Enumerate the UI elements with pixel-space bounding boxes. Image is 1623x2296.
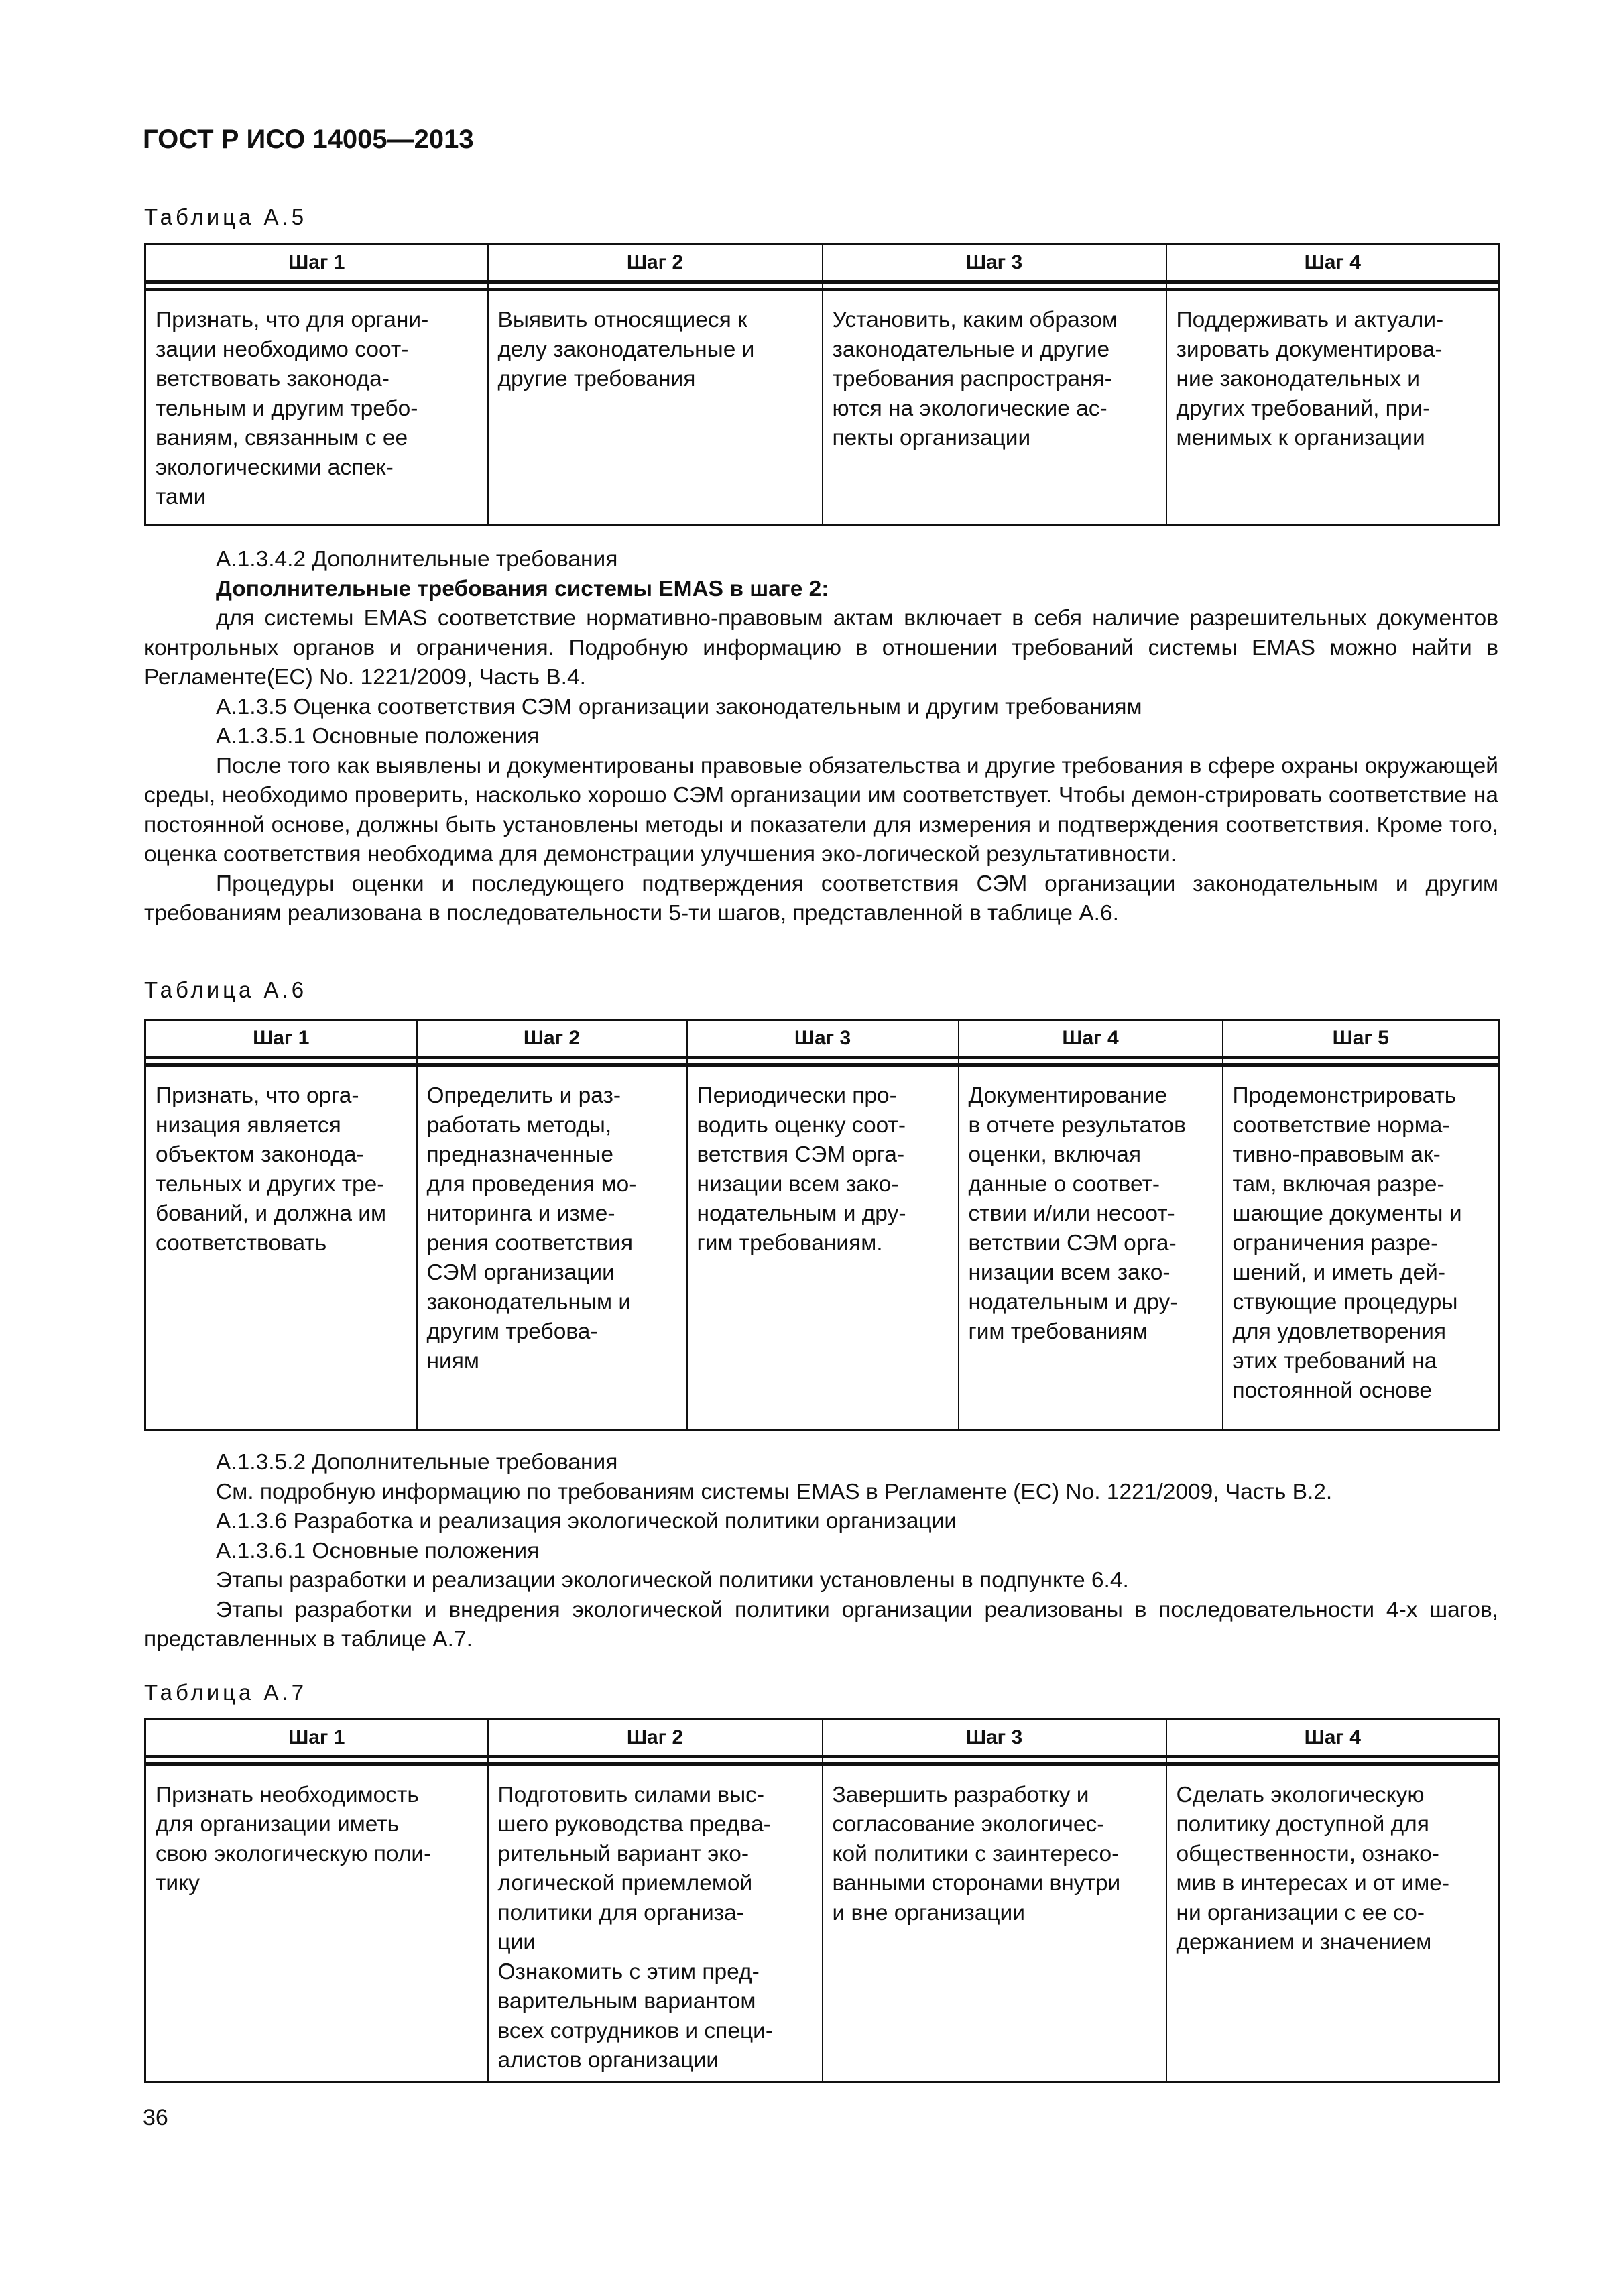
table-cell: Подготовить силами выс- шего руководства предва- рительный вариант эко- логической приемлемой политики для организа- ции Ознакомить с этим пред- варительным вариантом всех сотрудников и специ- алистов организации bbox=[488, 1764, 823, 2082]
paragraph: Этапы разработки и реализации экологической политики установлены в подпункте 6.4. bbox=[216, 1568, 1129, 1593]
paragraph: А.1.3.6.1 Основные положения bbox=[216, 1538, 540, 1563]
page-number: 36 bbox=[143, 2105, 168, 2130]
table-cell: Сделать экологическую политику доступной для общественности, ознако- мив в интересах и от име- ни организации с ее со- держанием и значением bbox=[1166, 1764, 1500, 2082]
table-header-cell: Шаг 5 bbox=[1223, 1020, 1500, 1058]
table-cell: Признать необходимость для организации иметь свою экологическую поли- тику bbox=[145, 1764, 488, 2082]
table-header-cell: Шаг 3 bbox=[687, 1020, 959, 1058]
table-a5-caption: Таблица А.5 bbox=[144, 204, 308, 229]
table-a6 bbox=[144, 1019, 1500, 1431]
paragraph: После того как выявлены и документированы правовые обязательства и другие требования в сфере охраны окружающей среды, необходимо проверить, насколько хорошо СЭМ организации им соответствует. Чтобы демон-стрировать соответствие на постоянной основе, должны быть установлены методы и показатели для измерения и подтверждения соответствия. Кроме того, оценка соответствия необходима для демонстрации улучшения эко-логической результативности. bbox=[144, 753, 1498, 867]
table-a6-caption: Таблица А.6 bbox=[144, 977, 308, 1002]
table-cell: Продемонстрировать соответствие норма- тивно-правовым ак- там, включая разре- шающие документы и ограничения разре- шений, и иметь дей- ствующие процедуры для удовлетворения этих требований на постоянной основе bbox=[1223, 1065, 1500, 1430]
table-cell: Признать, что орга- низация является объектом законода- тельных и других тре- бований, и должна им соответствовать bbox=[145, 1065, 417, 1430]
paragraph-bold: Дополнительные требования системы EMAS в шаге 2: bbox=[216, 577, 829, 601]
table-header-cell: Шаг 1 bbox=[145, 245, 488, 282]
paragraph: Этапы разработки и внедрения экологической политики организации реализованы в последовательности 4-х шагов, представленных в таблице А.7. bbox=[144, 1597, 1498, 1652]
table-header-cell: Шаг 2 bbox=[488, 1719, 823, 1757]
table-cell: Определить и раз- работать методы, предназначенные для проведения мо- ниторинга и изме- рения соответствия СЭМ организации законодательным и другим требова- ниям bbox=[417, 1065, 687, 1430]
paragraph: А.1.3.5 Оценка соответствия СЭМ организации законодательным и другим требованиям bbox=[216, 694, 1142, 719]
paragraph: А.1.3.5.2 Дополнительные требования bbox=[216, 1450, 618, 1475]
section-text-2 bbox=[144, 1448, 1498, 1654]
table-header-cell: Шаг 3 bbox=[823, 245, 1166, 282]
table-header-cell: Шаг 2 bbox=[488, 245, 823, 282]
paragraph: А.1.3.6 Разработка и реализация экологической политики организации bbox=[216, 1509, 957, 1534]
table-cell: Признать, что для органи- зации необходимо соот- ветствовать законода- тельным и другим требо- ваниям, связанным с ее экологическими аспек- тами bbox=[145, 290, 488, 526]
table-a7 bbox=[144, 1718, 1500, 2083]
table-header-cell: Шаг 4 bbox=[1166, 1719, 1500, 1757]
table-header-cell: Шаг 3 bbox=[823, 1719, 1166, 1757]
table-header-cell: Шаг 4 bbox=[1166, 245, 1500, 282]
table-cell: Поддерживать и актуали- зировать документирова- ние законодательных и других требований, при- менимых к организации bbox=[1166, 290, 1500, 526]
table-cell: Завершить разработку и согласование экологичес- кой политики с заинтересо- ванными сторонами внутри и вне организации bbox=[823, 1764, 1166, 2082]
table-cell: Периодически про- водить оценку соот- ветствия СЭМ орга- низации всем зако- нодательным и дру- гим требованиям. bbox=[687, 1065, 959, 1430]
paragraph: Процедуры оценки и последующего подтверждения соответствия СЭМ организации законодательным и другим требованиям реализована в последовательности 5-ти шагов, представленной в таблице А.6. bbox=[144, 871, 1498, 926]
paragraph: для системы EMAS соответствие нормативно-правовым актам включает в себя наличие разрешительных документов контрольных органов и ограничения. Подробную информацию в отношении требований системы EMAS можно найти в Регламенте(ЕС) No. 1221/2009, Часть В.4. bbox=[144, 606, 1498, 690]
paragraph: А.1.3.5.1 Основные положения bbox=[216, 724, 540, 749]
document-header: ГОСТ Р ИСО 14005—2013 bbox=[143, 125, 474, 154]
table-cell: Выявить относящиеся к делу законодательные и другие требования bbox=[488, 290, 823, 526]
table-header-cell: Шаг 2 bbox=[417, 1020, 687, 1058]
table-cell: Установить, каким образом законодательные и другие требования распространя- ются на экологические ас- пекты организации bbox=[823, 290, 1166, 526]
table-header-cell: Шаг 1 bbox=[145, 1020, 417, 1058]
table-cell: Документирование в отчете результатов оценки, включая данные о соответ- ствии и/или несоот- ветствии СЭМ орга- низации всем зако- нодательным и дру- гим требованиям bbox=[959, 1065, 1223, 1430]
paragraph: А.1.3.4.2 Дополнительные требования bbox=[216, 547, 618, 572]
paragraph: См. подробную информацию по требованиям системы EMAS в Регламенте (ЕС) No. 1221/2009, Часть В.2. bbox=[216, 1479, 1333, 1504]
table-header-cell: Шаг 4 bbox=[959, 1020, 1223, 1058]
table-a7-caption: Таблица А.7 bbox=[144, 1680, 308, 1705]
table-header-cell: Шаг 1 bbox=[145, 1719, 488, 1757]
section-text-1 bbox=[144, 545, 1498, 928]
table-a5 bbox=[144, 243, 1500, 526]
